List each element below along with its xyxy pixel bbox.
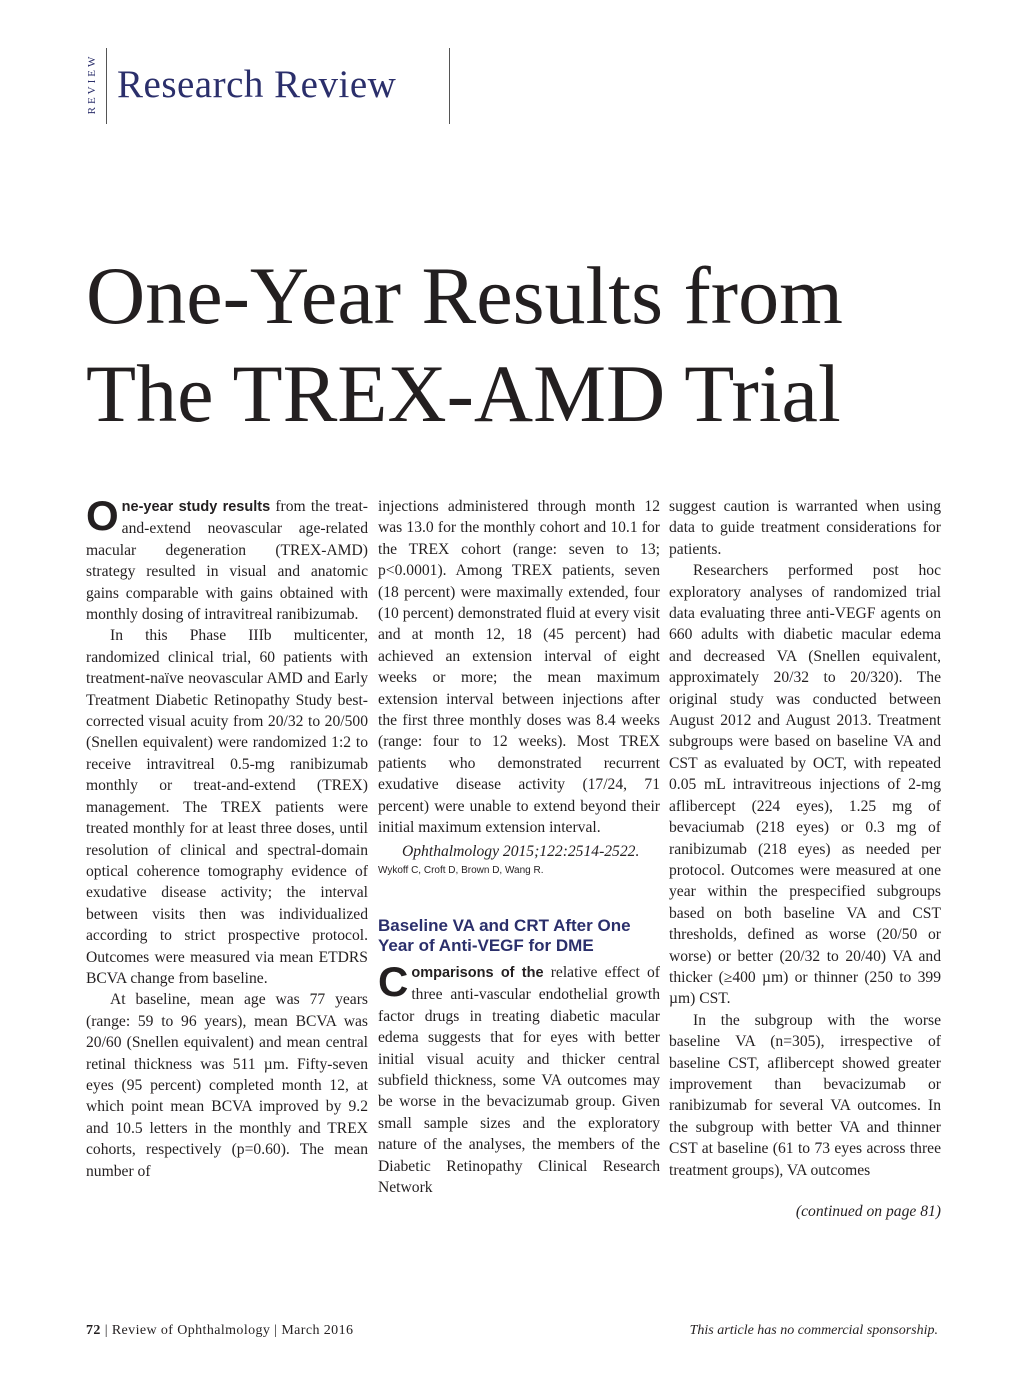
article1-paragraph-2: In this Phase IIIb multicenter, randomized clinical trial, 60 patients with treatment-naïve neovascular AMD and Early Treatment Diabetic Retinopathy Study best-corrected visual acuity from 20/32 to 20/500 (Snellen equivalent) were randomized 1:2 to receive intravitreal 0.5-mg ranibizumab monthly or treat-and-extend (TREX) management. The TREX patients were treated monthly for at least three doses, until resolution of clinical and spectral-domain optical coherence tomography evidence of exudative disease activity; the interval between visits then was individualized according to strict prospective protocol. Outcomes were measured via mean ETDRS BCVA change from baseline. bbox=[86, 627, 368, 987]
continued-note: (continued on page 81) bbox=[795, 1203, 941, 1220]
page-number: 72 bbox=[86, 1323, 101, 1338]
dropcap: C bbox=[378, 957, 409, 1005]
column-2 bbox=[378, 496, 660, 1198]
article2-paragraph-3: In the subgroup with the worse baseline VA (n=305), irrespective of baseline CST, aflibercept showed greater improvement than bevacizumab or ranibizumab for several VA outcomes. In the subgroup with better VA and thinner CST at baseline (61 to 73 eyes across three treatment groups), VA outcomes bbox=[669, 1011, 941, 1179]
column-1 bbox=[86, 492, 368, 1182]
article1-paragraph-1 bbox=[86, 492, 368, 625]
publication-info: | Review of Ophthalmology | March 2016 bbox=[100, 1323, 354, 1338]
article-title bbox=[86, 247, 986, 443]
footer-left bbox=[86, 1323, 353, 1339]
article2-heading: Baseline VA and CRT After One Year of Anti-VEGF for DME bbox=[378, 915, 631, 955]
dropcap: O bbox=[86, 492, 119, 539]
lead-in: omparisons of the bbox=[411, 964, 544, 981]
article2-paragraph-1 bbox=[378, 957, 660, 1198]
section-tag bbox=[82, 48, 102, 128]
lead-in: ne-year study results bbox=[121, 499, 271, 515]
author-list: Wykoff C, Croft D, Brown D, Wang R. bbox=[378, 864, 544, 876]
article1-paragraph-3-cont: injections administered through month 12 was 13.0 for the monthly cohort and 10.1 for the TREX cohort (range: seven to 13; p<0.0001). Among TREX patients, seven (18 percent) were maximally extended, four (10 percent) demonstrated fluid at every visit and at month 12, 18 (45 percent) had achieved an extension interval of eight weeks or more; the mean maximum extension interval between injections after the first three monthly doses was 8.4 weeks (range: four to 12 weeks). Most TREX patients who demonstrated recurrent exudative disease activity (17/24, 71 percent) were unable to extend beyond their initial maximum extension interval. bbox=[378, 498, 660, 837]
journal-citation: Ophthalmology 2015;122:2514-2522. bbox=[402, 842, 640, 860]
article-title-line1: One-Year Results from bbox=[86, 250, 843, 341]
section-title: Research Review bbox=[117, 63, 397, 106]
section-tag-text: REVIEW bbox=[86, 53, 98, 115]
article2-paragraph-1-cont: suggest caution is warranted when using data to guide treatment considerations for patients. bbox=[669, 498, 941, 558]
article-title-line2: The TREX-AMD Trial bbox=[86, 348, 841, 439]
column-3 bbox=[669, 496, 941, 1222]
paragraph-text: relative effect of three anti-vascular endothelial growth factor drugs in treating diabetic macular edema suggests that for eyes with better initial visual acuity and thicker central subfield thickness, some VA outcomes may be worse in the bevacizumab group. Given small sample sizes and the exploratory nature of the analyses, the members of the Diabetic Retinopathy Clinical Research Network bbox=[378, 963, 660, 1196]
article2-paragraph-2: Researchers performed post hoc exploratory analyses of randomized trial data evaluating three anti-VEGF agents on 660 adults with diabetic macular edema and decreased VA (Snellen equivalent, approximately 20/32 to 20/320). The original study was conducted between August 2012 and August 2013. Treatment subgroups were based on baseline VA and CST as evaluated by OCT, with repeated 0.05 mL intravitreous injections of 2-mg aflibercept (224 eyes), 1.25 mg of bevaciumab (218 eyes) or 0.3 mg of ranibizumab (218 eyes) as needed per protocol. Outcomes were measured at one year within the prespecified subgroups based on both baseline VA and CST thresholds, defined as worse (20/50 or worse) or better (20/32 to 20/40) VA and thicker (≥400 µm) or thinner (250 to 399 µm) CST. bbox=[669, 562, 941, 1008]
header-divider-right bbox=[449, 48, 450, 124]
sponsorship-note: This article has no commercial sponsorship. bbox=[689, 1323, 938, 1338]
article1-paragraph-3: At baseline, mean age was 77 years (range: 59 to 96 years), mean BCVA was 20/60 (Snellen equivalent) and mean central retinal thickness was 511 µm. Fifty-seven eyes (95 percent) completed month 12, at which point mean BCVA improved by 9.2 and 10.5 letters in the monthly and TREX cohorts, respectively (p=0.60). The mean number of bbox=[86, 991, 368, 1180]
header-divider-left bbox=[106, 48, 107, 124]
paragraph-text: from the treat-and-extend neovascular age-related macular degeneration (TREX-AMD) strategy resulted in visual and anatomic gains comparable with gains obtained with monthly dosing of intravitreal ranibizumab. bbox=[86, 498, 368, 624]
